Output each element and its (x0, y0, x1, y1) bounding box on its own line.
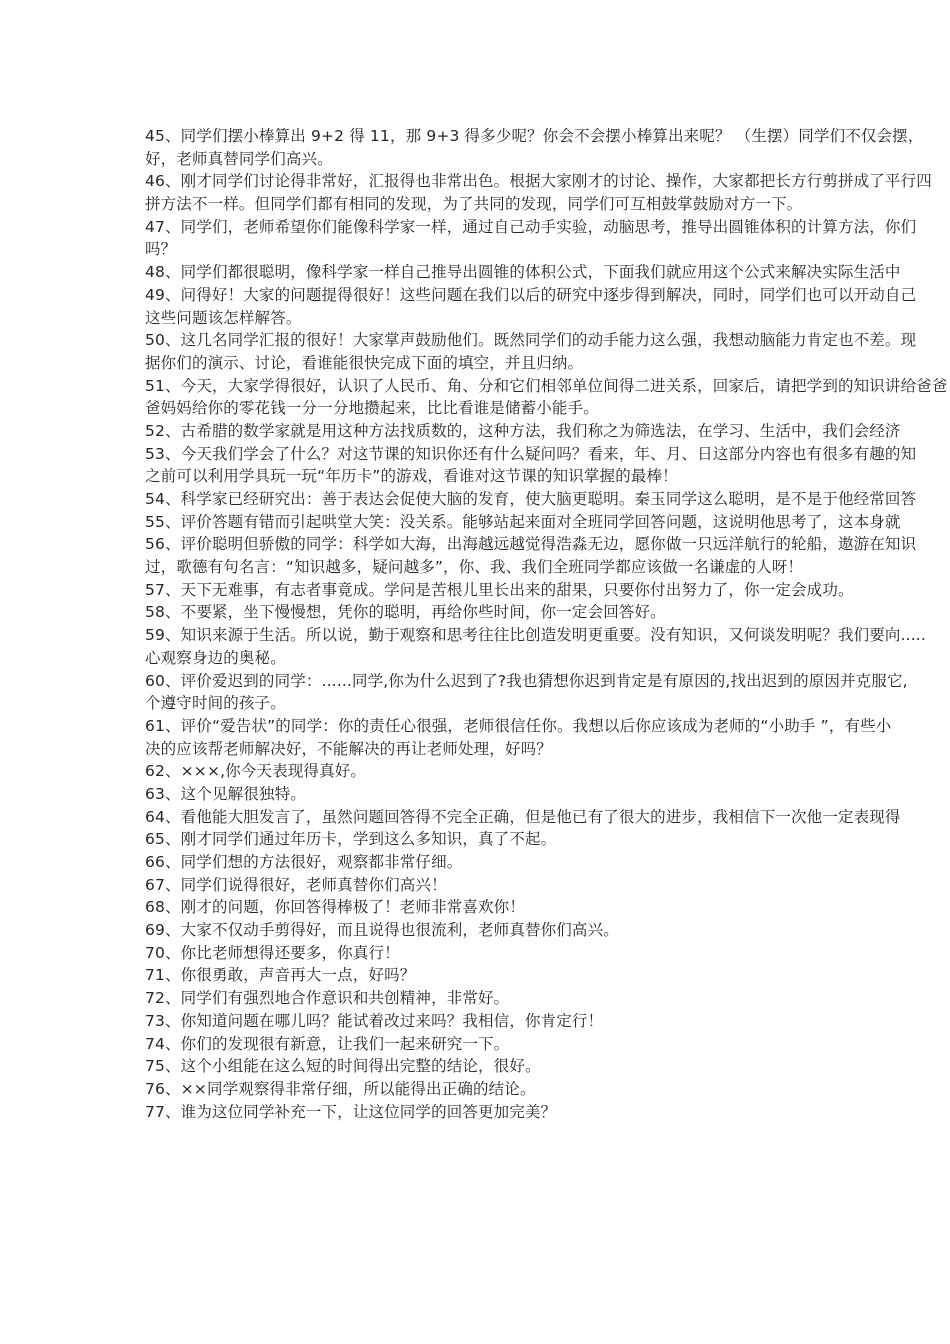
text-line: 60、评价爱迟到的同学：......同学,你为什么迟到了?我也猜想你迟到肯定是有原因的,找出迟到的原因并克服它, (145, 671, 908, 690)
text-line: 之前可以利用学具玩一玩“年历卡”的游戏，看谁对这节课的知识掌握的最棒！ (145, 467, 678, 486)
text-line: 据你们的演示、讨论，看谁能很快完成下面的填空，并且归纳。 (145, 353, 584, 372)
text-line: 56、评价聪明但骄傲的同学：科学如大海，出海越远越觉得浩淼无边，愿你做一只远洋航行的轮船，遨游在知识 (145, 535, 917, 554)
text-line: 76、××同学观察得非常仔细，所以能得出正确的结论。 (145, 1079, 536, 1098)
text-line: 59、知识来源于生活。所以说，勤于观察和思考往往比创造发明更重要。没有知识，又何谈发明呢？我们要向..... (145, 626, 926, 645)
text-line: 64、看他能大胆发言了，虽然问题回答得不完全正确，但是他已有了很大的进步，我相信下一次他一定表现得 (145, 807, 901, 826)
text-line: 63、这个见解很独特。 (145, 784, 306, 803)
text-line: 过，歌德有句名言：“知识越多，疑问越多”，你、我、我们全班同学都应该做一名谦虚的人呀！ (145, 558, 804, 577)
text-line: 77、谁为这位同学补充一下，让这位同学的回答更加完美？ (145, 1102, 557, 1121)
text-line: 62、×××,你今天表现得真好。 (145, 762, 367, 781)
text-line: 心观察身边的奥秘。 (145, 648, 286, 667)
text-line: 46、刚才同学们讨论得非常好，汇报得也非常出色。根据大家刚才的讨论、操作，大家都把长方行剪拼成了平行四 (145, 172, 932, 191)
text-line: 75、这个小组能在这么短的时间得出完整的结论，很好。 (145, 1057, 541, 1076)
text-line: 73、你知道问题在哪儿吗？能试着改过来吗？我相信，你肯定行！ (145, 1011, 604, 1030)
text-line: 53、今天我们学会了什么？对这节课的知识你还有什么疑问吗？看来，年、月、日这部分内容也有很多有趣的知 (145, 444, 917, 463)
text-line: 69、大家不仅动手剪得好，而且说得也很流利，老师真替你们高兴。 (145, 921, 619, 940)
text-line: 49、问得好！大家的问题提得很好！这些问题在我们以后的研究中逐步得到解决，同时，同学们也可以开动自己 (145, 285, 917, 304)
text-line: 决的应该帮老师解决好，不能解决的再让老师处理，好吗？ (145, 739, 552, 758)
text-line: 48、同学们都很聪明，像科学家一样自己推导出圆锥的体积公式，下面我们就应用这个公式来解决实际生活中 (145, 263, 901, 282)
text-line: 个遵守时间的孩子。 (145, 694, 286, 713)
text-line: 55、评价答题有错而引起哄堂大笑：没关系。能够站起来面对全班同学回答问题，这说明他思考了，这本身就 (145, 512, 901, 531)
text-line: 68、刚才的问题，你回答得棒极了！老师非常喜欢你！ (145, 898, 525, 917)
text-line: 58、不要紧，坐下慢慢想，凭你的聪明，再给你些时间，你一定会回答好。 (145, 603, 666, 622)
text-line: 52、古希腊的数学家就是用这种方法找质数的，这种方法，我们称之为筛选法，在学习、生活中，我们会经济 (145, 421, 901, 440)
text-line: 70、你比老师想得还要多，你真行！ (145, 943, 400, 962)
text-line: 47、同学们，老师希望你们能像科学家一样，通过自己动手实验，动脑思考，推导出圆锥体积的计算方法，你们 (145, 217, 917, 236)
text-line: 51、今天，大家学得很好，认识了人民币、角、分和它们相邻单位间得二进关系，回家后，请把学到的知识讲给爸爸 (145, 376, 948, 395)
text-line: 57、天下无难事，有志者事竟成。学问是苦根儿里长出来的甜果，只要你付出努力了，你一定会成功。 (145, 580, 854, 599)
text-line: 65、刚才同学们通过年历卡，学到这么多知识，真了不起。 (145, 830, 557, 849)
text-line: 50、这几名同学汇报的很好！大家掌声鼓励他们。既然同学们的动手能力这么强，我想动脑能力肯定也不差。现 (145, 331, 917, 350)
text-line: 67、同学们说得很好，老师真替你们高兴！ (145, 875, 447, 894)
text-line: 71、你很勇敢，声音再大一点，好吗？ (145, 966, 416, 985)
text-line: 45、同学们摆小棒算出 9+2 得 11，那 9+3 得多少呢？你会不会摆小棒算出来呢？ （生摆）同学们不仅会摆， (145, 127, 924, 145)
text-line: 74、你们的发现很有新意，让我们一起来研究一下。 (145, 1034, 510, 1053)
text-line: 54、科学家已经研究出：善于表达会促使大脑的发育，使大脑更聪明。秦玉同学这么聪明，是不是于他经常回答 (145, 490, 917, 508)
text-line: 66、同学们想的方法很好，观察都非常仔细。 (145, 853, 463, 871)
text-line: 这些问题该怎样解答。 (145, 308, 302, 327)
text-line: 吗？ (145, 240, 177, 259)
text-line: 好，老师真替同学们高兴。 (145, 149, 333, 168)
text-line: 拼方法不一样。但同学们都有相同的发现，为了共同的发现，同学们可互相鼓掌鼓励对方一下。 (145, 195, 803, 214)
text-line: 61、评价“爱告状”的同学：你的责任心很强，老师很信任你。我想以后你应该成为老师的“小助手 ”，有些小 (145, 716, 892, 735)
document-body (145, 125, 950, 1123)
text-line: 爸妈妈给你的零花钱一分一分地攒起来，比比看谁是储蓄小能手。 (145, 399, 599, 418)
text-line: 72、同学们有强烈地合作意识和共创精神，非常好。 (145, 989, 510, 1008)
